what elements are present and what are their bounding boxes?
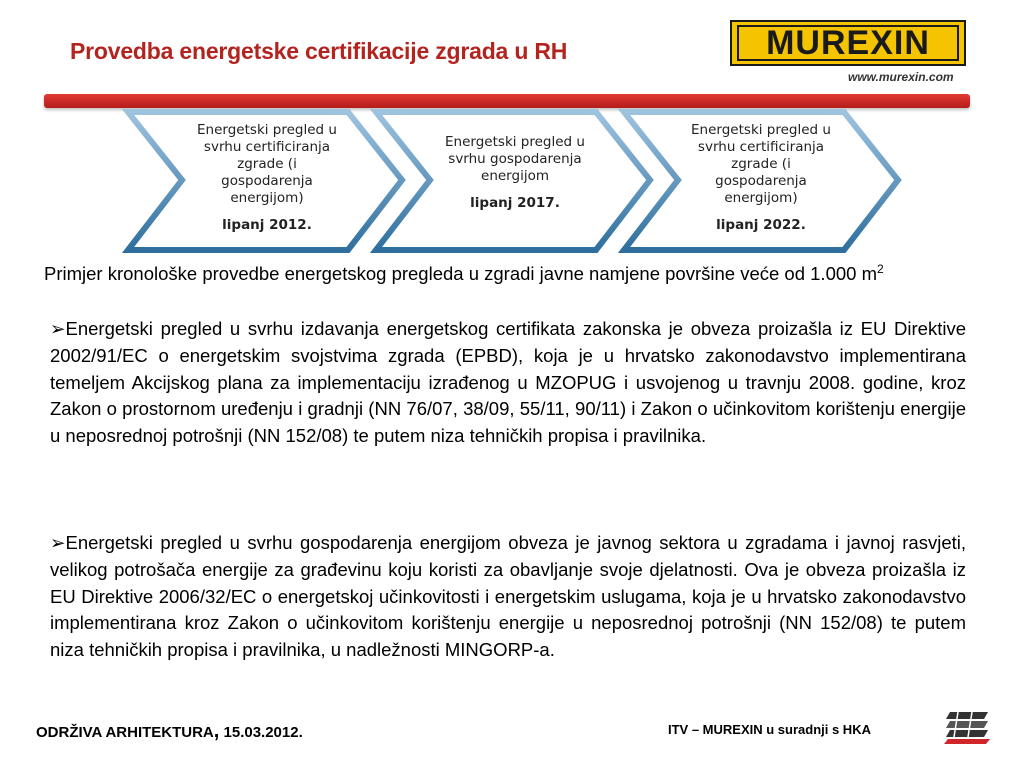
timeline-step-label: Energetski pregled u svrhu certificiranja zgrade (i gospodarenja energijom) [197, 122, 337, 206]
timeline-step-1 [192, 122, 342, 234]
header-divider-bar [44, 94, 970, 108]
bullet-arrow-icon: ➢ [50, 532, 66, 553]
caption-text: Primjer kronološke provedbe energetskog pregleda u zgradi javne namjene površine veće od 1.000 m [44, 263, 877, 285]
footer-event-name: ODRŽIVA ARHITEKTURA [36, 724, 214, 741]
timeline-step-2 [440, 134, 590, 212]
paragraph-certification [50, 316, 966, 450]
paragraph-energy-management [50, 530, 966, 664]
page-title: Provedba energetske certifikacije zgrada u RH [70, 38, 568, 64]
timeline-step-date: lipanj 2012. [222, 217, 312, 233]
timeline-step-date: lipanj 2022. [716, 217, 806, 233]
logo-url: www.murexin.com [848, 70, 954, 84]
logo-text: MUREXIN [737, 25, 959, 61]
footer-event [36, 720, 303, 743]
timeline [120, 108, 940, 258]
timeline-step-date: lipanj 2017. [470, 195, 560, 211]
murexin-logo [730, 20, 966, 66]
footer-comma: , [213, 720, 220, 742]
timeline-caption [44, 262, 1004, 285]
footer-organizer: ITV – MUREXIN u suradnji s HKA [668, 722, 871, 737]
caption-superscript: 2 [877, 262, 884, 276]
bullet-arrow-icon: ➢ [50, 318, 66, 339]
timeline-step-3 [686, 122, 836, 234]
hka-logo-icon [944, 710, 990, 746]
paragraph-text: Energetski pregled u svrhu gospodarenja energijom obveza je javnog sektora u zgradama i javnoj rasvjeti, velikog potrošača energije za građevinu koju koristi za obavljanje svoje djelatnosti. Ova je obveza proizašla iz EU Direktive 2006/32/EC o energetskoj učinkovitosti i energetskim uslugama, koja je u hrvatsko zakonodavstvo implementirana kroz Zakon o učinkovitom korištenju energije u neposrednoj potrošnji (NN 152/08) te putem niza tehničkih propisa i pravilnika, u nadležnosti MINGORP-a. [50, 532, 966, 661]
timeline-step-label: Energetski pregled u svrhu gospodarenja energijom [445, 134, 585, 184]
timeline-step-label: Energetski pregled u svrhu certificiranja zgrade (i gospodarenja energijom) [691, 122, 831, 206]
paragraph-text: Energetski pregled u svrhu izdavanja energetskog certifikata zakonska je obveza proizašla iz EU Direktive 2002/91/EC o energetskim svojstvima zgrada (EPBD), koja je u hrvatsko zakonodavstvo implementirana temeljem Akcijskog plana za implementaciju izrađenog u MZOPUG i usvojenog u travnju 2008. godine, kroz Zakon o prostornom uređenju i gradnji (NN 76/07, 38/09, 55/11, 90/11) i Zakon o učinkovitom korištenju energije u neposrednoj potrošnji (NN 152/08) te putem niza tehničkih propisa i pravilnika. [50, 318, 966, 447]
footer-date: 15.03.2012. [219, 724, 303, 741]
